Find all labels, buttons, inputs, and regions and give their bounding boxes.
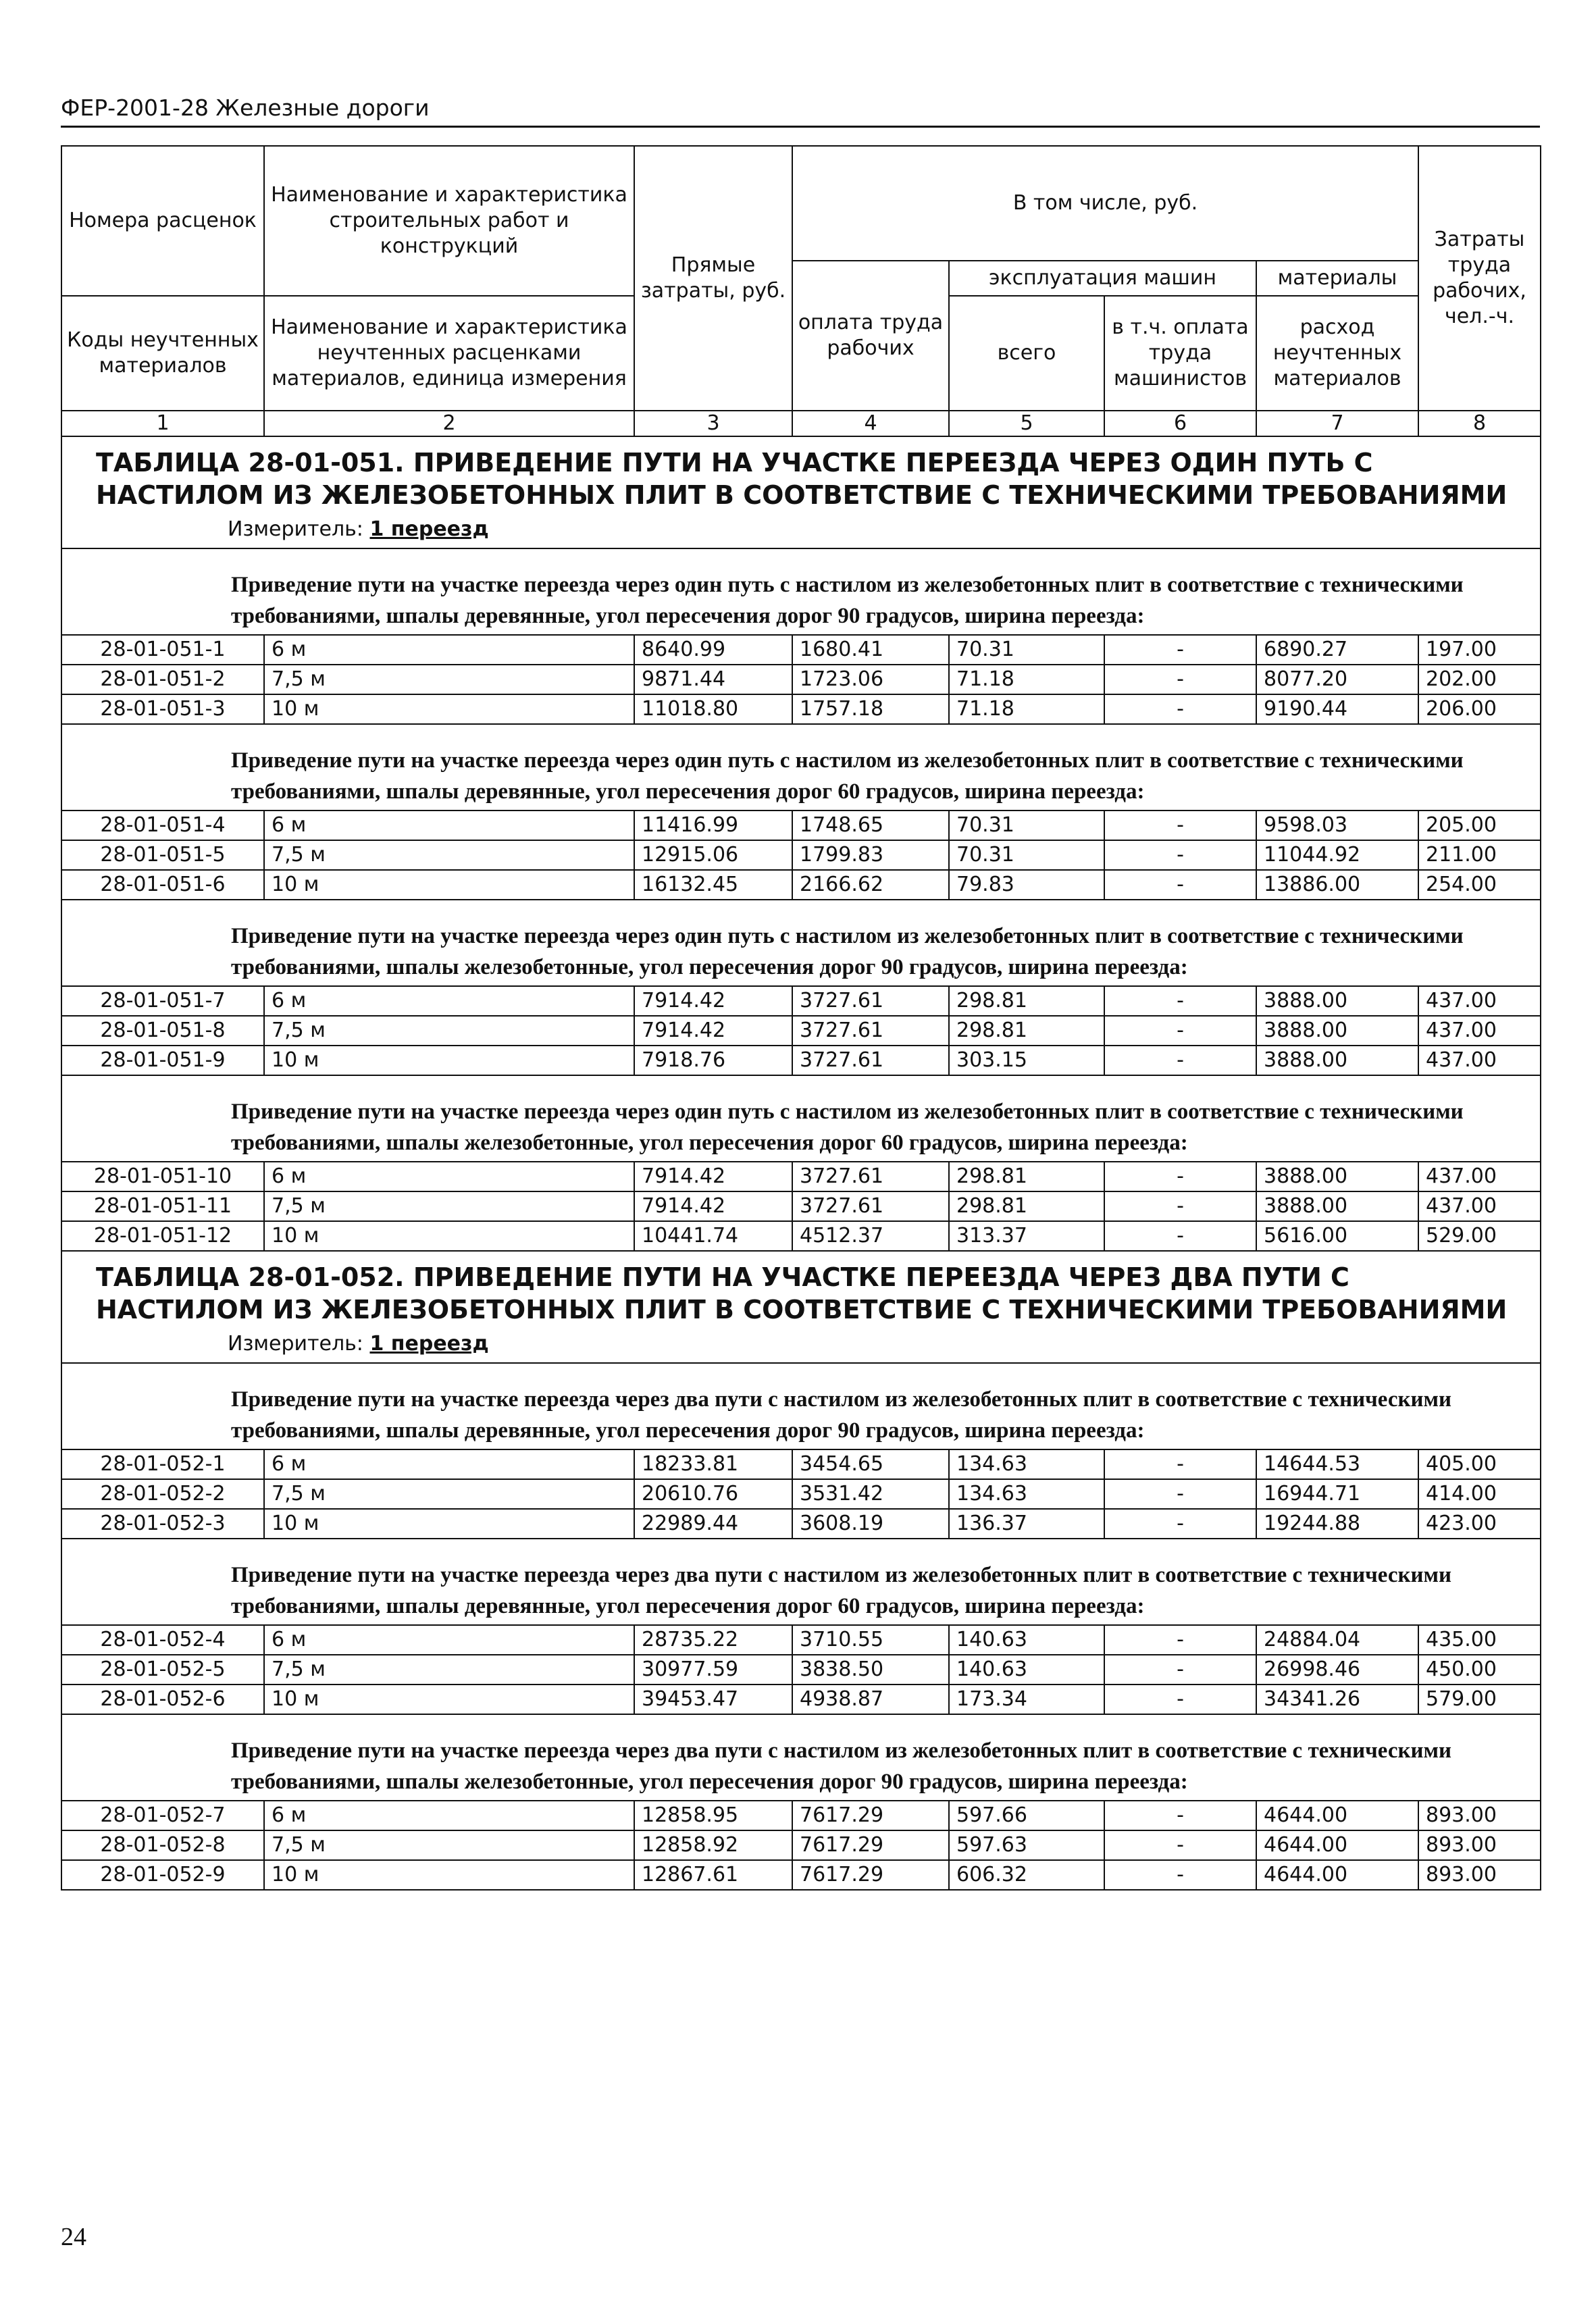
materials-cost-cell: 3888.00	[1256, 1016, 1418, 1046]
direct-costs-cell: 7914.42	[634, 1191, 792, 1221]
material-spec-cell: 7,5 м	[264, 840, 634, 870]
machines-total-cell: 298.81	[949, 986, 1104, 1016]
rate-code-cell: 28-01-052-3	[61, 1509, 264, 1539]
rate-code-cell: 28-01-052-8	[61, 1830, 264, 1860]
material-spec-cell: 10 м	[264, 1685, 634, 1714]
table-row	[61, 1625, 1541, 1655]
materials-cost-cell: 5616.00	[1256, 1221, 1418, 1251]
direct-costs-cell: 30977.59	[634, 1655, 792, 1685]
labor-pay-cell: 3727.61	[792, 1046, 949, 1075]
material-spec-cell: 10 м	[264, 694, 634, 724]
labor-pay-cell: 3727.61	[792, 986, 949, 1016]
unit-value: 1 переезд	[369, 517, 489, 541]
labor-pay-cell: 3727.61	[792, 1162, 949, 1191]
materials-cost-cell: 3888.00	[1256, 986, 1418, 1016]
rate-code-cell: 28-01-051-12	[61, 1221, 264, 1251]
machinists-pay-cell: -	[1104, 1046, 1256, 1075]
material-spec-cell: 6 м	[264, 1625, 634, 1655]
table-row	[61, 1830, 1541, 1860]
column-number: 7	[1256, 411, 1418, 436]
rate-code-cell: 28-01-051-1	[61, 635, 264, 665]
labor-pay-cell: 2166.62	[792, 870, 949, 900]
material-spec-cell: 10 м	[264, 1221, 634, 1251]
materials-cost-cell: 3888.00	[1256, 1046, 1418, 1075]
header-machinists-pay: в т.ч. оплата труда машинистов	[1104, 296, 1256, 411]
machinists-pay-cell: -	[1104, 811, 1256, 840]
table-row	[61, 1162, 1541, 1191]
machinists-pay-cell: -	[1104, 1221, 1256, 1251]
material-spec-cell: 6 м	[264, 1162, 634, 1191]
material-spec-cell: 7,5 м	[264, 665, 634, 694]
direct-costs-cell: 16132.45	[634, 870, 792, 900]
group-description: Приведение пути на участке переезда через один путь с настилом из железобетонных плит в соответствие с техническими требованиями, шпалы деревянные, угол пересечения дорог 90 градусов, ширина переезда:	[61, 548, 1541, 635]
table-row	[61, 1655, 1541, 1685]
direct-costs-cell: 22989.44	[634, 1509, 792, 1539]
labor-pay-cell: 3710.55	[792, 1625, 949, 1655]
labor-pay-cell: 3454.65	[792, 1449, 949, 1479]
machinists-pay-cell: -	[1104, 665, 1256, 694]
section-title	[61, 436, 1541, 511]
table-title-row	[61, 1251, 1541, 1326]
labor-pay-cell: 4512.37	[792, 1221, 949, 1251]
material-spec-cell: 6 м	[264, 986, 634, 1016]
machines-total-cell: 71.18	[949, 665, 1104, 694]
table-row	[61, 1509, 1541, 1539]
materials-cost-cell: 19244.88	[1256, 1509, 1418, 1539]
material-spec-cell: 10 м	[264, 870, 634, 900]
labor-pay-cell: 3727.61	[792, 1191, 949, 1221]
machines-total-cell: 298.81	[949, 1191, 1104, 1221]
unit-label: Измеритель:	[228, 1332, 363, 1356]
column-number: 3	[634, 411, 792, 436]
direct-costs-cell: 8640.99	[634, 635, 792, 665]
materials-cost-cell: 8077.20	[1256, 665, 1418, 694]
column-number: 1	[61, 411, 264, 436]
machinists-pay-cell: -	[1104, 1162, 1256, 1191]
materials-cost-cell: 13886.00	[1256, 870, 1418, 900]
labor-hours-cell: 437.00	[1418, 1191, 1541, 1221]
materials-cost-cell: 16944.71	[1256, 1479, 1418, 1509]
direct-costs-cell: 12858.95	[634, 1801, 792, 1830]
materials-cost-cell: 6890.27	[1256, 635, 1418, 665]
machinists-pay-cell: -	[1104, 1655, 1256, 1685]
rate-code-cell: 28-01-051-6	[61, 870, 264, 900]
header-machines: эксплуатация машин	[949, 261, 1256, 296]
section-title-text: ТАБЛИЦА 28-01-051. ПРИВЕДЕНИЕ ПУТИ НА УЧАСТКЕ ПЕРЕЕЗДА ЧЕРЕЗ ОДИН ПУТЬ С НАСТИЛОМ ИЗ ЖЕЛЕЗОБЕТОННЫХ ПЛИТ В СООТВЕТСТВИЕ С ТЕХНИЧЕСКИМИ ТРЕБОВАНИЯМИ	[96, 448, 1508, 510]
material-spec-cell: 7,5 м	[264, 1479, 634, 1509]
header-row-1	[61, 146, 1541, 261]
machinists-pay-cell: -	[1104, 1016, 1256, 1046]
machines-total-cell: 70.31	[949, 840, 1104, 870]
materials-cost-cell: 4644.00	[1256, 1860, 1418, 1890]
materials-cost-cell: 3888.00	[1256, 1162, 1418, 1191]
materials-cost-cell: 9598.03	[1256, 811, 1418, 840]
labor-pay-cell: 3608.19	[792, 1509, 949, 1539]
header-machines-total: всего	[949, 296, 1104, 411]
machines-total-cell: 298.81	[949, 1016, 1104, 1046]
table-row	[61, 1016, 1541, 1046]
machinists-pay-cell: -	[1104, 694, 1256, 724]
labor-pay-cell: 7617.29	[792, 1860, 949, 1890]
direct-costs-cell: 7914.42	[634, 1016, 792, 1046]
materials-cost-cell: 9190.44	[1256, 694, 1418, 724]
material-spec-cell: 10 м	[264, 1046, 634, 1075]
machines-total-cell: 71.18	[949, 694, 1104, 724]
machines-total-cell: 136.37	[949, 1509, 1104, 1539]
header-direct-costs: Прямые затраты, руб.	[634, 146, 792, 411]
unit-label: Измеритель:	[228, 517, 363, 541]
machinists-pay-cell: -	[1104, 1191, 1256, 1221]
table-row	[61, 986, 1541, 1016]
machinists-pay-cell: -	[1104, 1479, 1256, 1509]
rate-code-cell: 28-01-051-9	[61, 1046, 264, 1075]
table-row	[61, 1191, 1541, 1221]
header-unaccounted-materials: расход неучтенных материалов	[1256, 296, 1418, 411]
machines-total-cell: 70.31	[949, 635, 1104, 665]
rate-code-cell: 28-01-051-4	[61, 811, 264, 840]
table-row	[61, 870, 1541, 900]
direct-costs-cell: 10441.74	[634, 1221, 792, 1251]
header-labor-cost: Затраты труда рабочих, чел.-ч.	[1418, 146, 1541, 411]
group-description-row	[61, 900, 1541, 986]
machinists-pay-cell: -	[1104, 870, 1256, 900]
labor-pay-cell: 3838.50	[792, 1655, 949, 1685]
labor-hours-cell: 450.00	[1418, 1655, 1541, 1685]
direct-costs-cell: 7918.76	[634, 1046, 792, 1075]
labor-hours-cell: 529.00	[1418, 1221, 1541, 1251]
rate-code-cell: 28-01-052-7	[61, 1801, 264, 1830]
direct-costs-cell: 28735.22	[634, 1625, 792, 1655]
labor-hours-cell: 893.00	[1418, 1860, 1541, 1890]
rate-code-cell: 28-01-052-4	[61, 1625, 264, 1655]
rates-table-body	[61, 146, 1541, 1890]
labor-hours-cell: 579.00	[1418, 1685, 1541, 1714]
table-row	[61, 1449, 1541, 1479]
machinists-pay-cell: -	[1104, 840, 1256, 870]
material-spec-cell: 7,5 м	[264, 1191, 634, 1221]
machines-total-cell: 134.63	[949, 1479, 1104, 1509]
group-description: Приведение пути на участке переезда через один путь с настилом из железобетонных плит в соответствие с техническими требованиями, шпалы железобетонные, угол пересечения дорог 90 градусов, ширина переезда:	[61, 900, 1541, 986]
direct-costs-cell: 12858.92	[634, 1830, 792, 1860]
labor-pay-cell: 1723.06	[792, 665, 949, 694]
machinists-pay-cell: -	[1104, 986, 1256, 1016]
labor-pay-cell: 4938.87	[792, 1685, 949, 1714]
materials-cost-cell: 26998.46	[1256, 1655, 1418, 1685]
header-including: В том числе, руб.	[792, 146, 1418, 261]
labor-hours-cell: 202.00	[1418, 665, 1541, 694]
rate-code-cell: 28-01-051-11	[61, 1191, 264, 1221]
table-row	[61, 811, 1541, 840]
direct-costs-cell: 7914.42	[634, 986, 792, 1016]
section-title-text: ТАБЛИЦА 28-01-052. ПРИВЕДЕНИЕ ПУТИ НА УЧАСТКЕ ПЕРЕЕЗДА ЧЕРЕЗ ДВА ПУТИ С НАСТИЛОМ ИЗ ЖЕЛЕЗОБЕТОННЫХ ПЛИТ В СООТВЕТСТВИЕ С ТЕХНИЧЕСКИМИ ТРЕБОВАНИЯМИ	[96, 1262, 1508, 1325]
labor-pay-cell: 1757.18	[792, 694, 949, 724]
materials-cost-cell: 4644.00	[1256, 1830, 1418, 1860]
column-number: 4	[792, 411, 949, 436]
rate-code-cell: 28-01-051-3	[61, 694, 264, 724]
header-material-name: Наименование и характеристика неучтенных расценками материалов, единица измерения	[264, 296, 634, 411]
direct-costs-cell: 11416.99	[634, 811, 792, 840]
rate-code-cell: 28-01-051-8	[61, 1016, 264, 1046]
rate-code-cell: 28-01-052-5	[61, 1655, 264, 1685]
labor-hours-cell: 437.00	[1418, 986, 1541, 1016]
labor-hours-cell: 893.00	[1418, 1801, 1541, 1830]
machines-total-cell: 140.63	[949, 1655, 1104, 1685]
unit-row	[61, 511, 1541, 548]
labor-pay-cell: 7617.29	[792, 1801, 949, 1830]
group-description-row	[61, 1363, 1541, 1449]
column-number: 6	[1104, 411, 1256, 436]
material-spec-cell: 6 м	[264, 1801, 634, 1830]
table-row	[61, 665, 1541, 694]
materials-cost-cell: 11044.92	[1256, 840, 1418, 870]
labor-hours-cell: 437.00	[1418, 1016, 1541, 1046]
header-work-name: Наименование и характеристика строительных работ и конструкций	[264, 146, 634, 296]
materials-cost-cell: 3888.00	[1256, 1191, 1418, 1221]
table-row	[61, 694, 1541, 724]
machines-total-cell: 303.15	[949, 1046, 1104, 1075]
direct-costs-cell: 39453.47	[634, 1685, 792, 1714]
machines-total-cell: 79.83	[949, 870, 1104, 900]
rate-code-cell: 28-01-051-10	[61, 1162, 264, 1191]
rate-code-cell: 28-01-052-1	[61, 1449, 264, 1479]
labor-pay-cell: 1748.65	[792, 811, 949, 840]
material-spec-cell: 10 м	[264, 1860, 634, 1890]
table-row	[61, 635, 1541, 665]
machinists-pay-cell: -	[1104, 1830, 1256, 1860]
machinists-pay-cell: -	[1104, 1509, 1256, 1539]
column-number: 8	[1418, 411, 1541, 436]
table-row	[61, 840, 1541, 870]
labor-hours-cell: 254.00	[1418, 870, 1541, 900]
group-description-row	[61, 1714, 1541, 1801]
rate-code-cell: 28-01-051-5	[61, 840, 264, 870]
group-description: Приведение пути на участке переезда через два пути с настилом из железобетонных плит в соответствие с техническими требованиями, шпалы железобетонные, угол пересечения дорог 90 градусов, ширина переезда:	[61, 1714, 1541, 1801]
table-row	[61, 1479, 1541, 1509]
section-title	[61, 1251, 1541, 1326]
column-number: 2	[264, 411, 634, 436]
material-spec-cell: 6 м	[264, 811, 634, 840]
table-row	[61, 1860, 1541, 1890]
group-description-row	[61, 724, 1541, 811]
material-spec-cell: 6 м	[264, 1449, 634, 1479]
unit-value: 1 переезд	[369, 1332, 489, 1356]
labor-pay-cell: 1680.41	[792, 635, 949, 665]
labor-hours-cell: 414.00	[1418, 1479, 1541, 1509]
group-description: Приведение пути на участке переезда через один путь с настилом из железобетонных плит в соответствие с техническими требованиями, шпалы железобетонные, угол пересечения дорог 60 градусов, ширина переезда:	[61, 1075, 1541, 1162]
machines-total-cell: 134.63	[949, 1449, 1104, 1479]
labor-hours-cell: 205.00	[1418, 811, 1541, 840]
materials-cost-cell: 34341.26	[1256, 1685, 1418, 1714]
group-description: Приведение пути на участке переезда через два пути с настилом из железобетонных плит в соответствие с техническими требованиями, шпалы деревянные, угол пересечения дорог 90 градусов, ширина переезда:	[61, 1363, 1541, 1449]
machinists-pay-cell: -	[1104, 1449, 1256, 1479]
labor-hours-cell: 437.00	[1418, 1046, 1541, 1075]
material-spec-cell: 10 м	[264, 1509, 634, 1539]
labor-hours-cell: 211.00	[1418, 840, 1541, 870]
machinists-pay-cell: -	[1104, 1685, 1256, 1714]
machines-total-cell: 140.63	[949, 1625, 1104, 1655]
table-row	[61, 1801, 1541, 1830]
materials-cost-cell: 14644.53	[1256, 1449, 1418, 1479]
labor-pay-cell: 7617.29	[792, 1830, 949, 1860]
header-rate-numbers: Номера расценок	[61, 146, 264, 296]
direct-costs-cell: 18233.81	[634, 1449, 792, 1479]
machinists-pay-cell: -	[1104, 635, 1256, 665]
header-labor-pay: оплата труда рабочих	[792, 261, 949, 411]
header-materials: материалы	[1256, 261, 1418, 296]
column-numbers-row	[61, 411, 1541, 436]
machines-total-cell: 313.37	[949, 1221, 1104, 1251]
table-title-row	[61, 436, 1541, 511]
labor-hours-cell: 405.00	[1418, 1449, 1541, 1479]
machines-total-cell: 70.31	[949, 811, 1104, 840]
material-spec-cell: 7,5 м	[264, 1655, 634, 1685]
machinists-pay-cell: -	[1104, 1625, 1256, 1655]
column-number: 5	[949, 411, 1104, 436]
machines-total-cell: 298.81	[949, 1162, 1104, 1191]
materials-cost-cell: 24884.04	[1256, 1625, 1418, 1655]
machines-total-cell: 606.32	[949, 1860, 1104, 1890]
material-spec-cell: 7,5 м	[264, 1830, 634, 1860]
group-description-row	[61, 1075, 1541, 1162]
rate-code-cell: 28-01-052-9	[61, 1860, 264, 1890]
page-number: 24	[61, 2223, 86, 2251]
labor-pay-cell: 1799.83	[792, 840, 949, 870]
table-row	[61, 1685, 1541, 1714]
group-description: Приведение пути на участке переезда через один путь с настилом из железобетонных плит в соответствие с техническими требованиями, шпалы деревянные, угол пересечения дорог 60 градусов, ширина переезда:	[61, 724, 1541, 811]
direct-costs-cell: 9871.44	[634, 665, 792, 694]
unit-cell	[61, 1326, 1541, 1363]
direct-costs-cell: 12915.06	[634, 840, 792, 870]
labor-hours-cell: 437.00	[1418, 1162, 1541, 1191]
material-spec-cell: 7,5 м	[264, 1016, 634, 1046]
rates-table	[61, 145, 1541, 1891]
machines-total-cell: 173.34	[949, 1685, 1104, 1714]
direct-costs-cell: 7914.42	[634, 1162, 792, 1191]
machines-total-cell: 597.66	[949, 1801, 1104, 1830]
labor-hours-cell: 435.00	[1418, 1625, 1541, 1655]
labor-hours-cell: 197.00	[1418, 635, 1541, 665]
table-row	[61, 1221, 1541, 1251]
unit-row	[61, 1326, 1541, 1363]
table-row	[61, 1046, 1541, 1075]
machinists-pay-cell: -	[1104, 1801, 1256, 1830]
machines-total-cell: 597.63	[949, 1830, 1104, 1860]
labor-pay-cell: 3727.61	[792, 1016, 949, 1046]
machinists-pay-cell: -	[1104, 1860, 1256, 1890]
rate-code-cell: 28-01-051-2	[61, 665, 264, 694]
labor-pay-cell: 3531.42	[792, 1479, 949, 1509]
direct-costs-cell: 20610.76	[634, 1479, 792, 1509]
labor-hours-cell: 206.00	[1418, 694, 1541, 724]
rate-code-cell: 28-01-052-2	[61, 1479, 264, 1509]
unit-cell	[61, 511, 1541, 548]
group-description: Приведение пути на участке переезда через два пути с настилом из железобетонных плит в соответствие с техническими требованиями, шпалы деревянные, угол пересечения дорог 60 градусов, ширина переезда:	[61, 1539, 1541, 1625]
group-description-row	[61, 1539, 1541, 1625]
labor-hours-cell: 423.00	[1418, 1509, 1541, 1539]
rate-code-cell: 28-01-051-7	[61, 986, 264, 1016]
direct-costs-cell: 11018.80	[634, 694, 792, 724]
document-title: ФЕР-2001-28 Железные дороги	[61, 95, 430, 121]
group-description-row	[61, 548, 1541, 635]
materials-cost-cell: 4644.00	[1256, 1801, 1418, 1830]
material-spec-cell: 6 м	[264, 635, 634, 665]
direct-costs-cell: 12867.61	[634, 1860, 792, 1890]
rate-code-cell: 28-01-052-6	[61, 1685, 264, 1714]
labor-hours-cell: 893.00	[1418, 1830, 1541, 1860]
header-material-codes: Коды неучтенных материалов	[61, 296, 264, 411]
page-header	[61, 93, 1540, 128]
